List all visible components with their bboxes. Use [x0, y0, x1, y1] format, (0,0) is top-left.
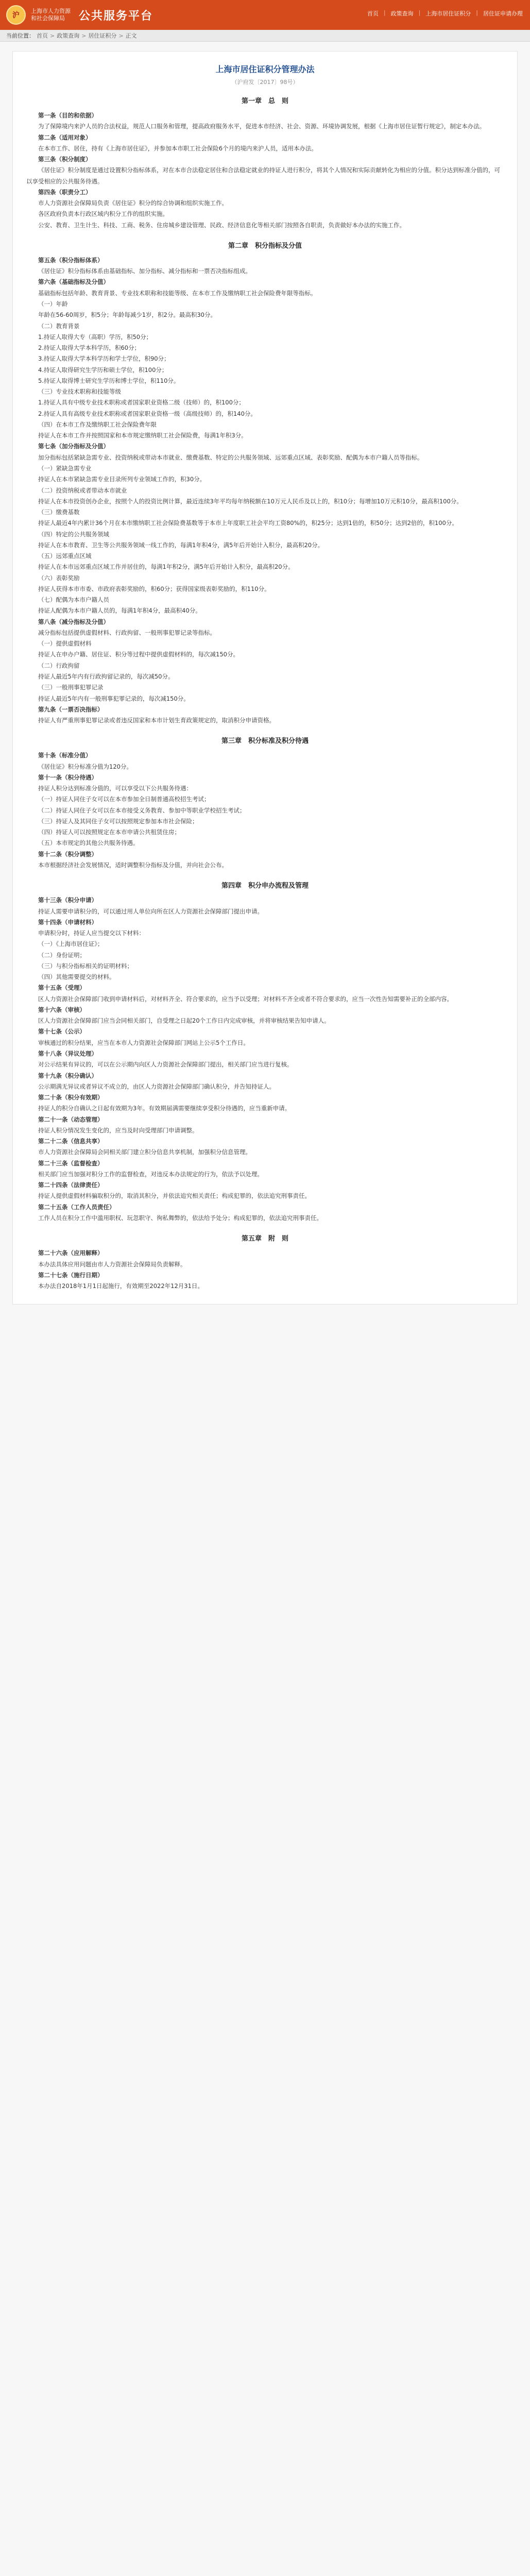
article-paragraph: 持证人最近5年内有行政拘留记录的，每次减50分。	[38, 673, 174, 681]
article-heading: 第十二条（积分调整）	[38, 850, 97, 858]
article-body	[12, 51, 518, 1304]
article-paragraph: 持证人最近4年内累计36个月在本市缴纳职工社会保险费基数等于本市上年度职工社会平均工资80%的，积25分；达到1倍的，积50分；达到2倍的，积100分。	[38, 519, 458, 527]
chapter-heading: 第四章 积分申办流程及管理	[221, 882, 309, 890]
article-paragraph: （七）配偶为本市户籍人员	[38, 596, 109, 604]
article-paragraph: 公示期满无异议或者异议不成立的，由区人力资源社会保障部门确认积分，并告知持证人。	[38, 1082, 275, 1090]
chapter-heading: 第一章 总 则	[241, 97, 288, 105]
article-heading: 第十三条（积分申请）	[38, 896, 97, 904]
article-paragraph: 公安、教育、卫生计生、科技、工商、税务、住房城乡建设管理、民政、经济信息化等相关部门按照各自职责，负责做好本办法的实施工作。	[38, 221, 405, 229]
portal-title: 公共服务平台	[79, 9, 153, 23]
article-heading: 第二条（适用对象）	[38, 133, 92, 141]
article-paragraph: 本办法具体应用问题由市人力资源社会保障局负责解释。	[38, 1260, 186, 1268]
article-paragraph: 持证人提供虚假材料骗取积分的，取消其积分，并依法追究相关责任；构成犯罪的，依法追究刑事责任。	[38, 1192, 311, 1200]
article-heading: 第二十三条（监督检查）	[38, 1159, 104, 1167]
breadcrumb-separator: >	[81, 32, 87, 39]
article-paragraph: 相关部门应当加强对积分工作的监督检查，对违反本办法规定的行为，依法予以处理。	[38, 1170, 263, 1178]
article-heading: 第三条（积分制度）	[38, 156, 92, 163]
article-heading: 第十七条（公示）	[38, 1028, 86, 1036]
nav-link-points[interactable]: 上海市居住证积分	[425, 10, 471, 17]
article-heading: 第十四条（申请材料）	[38, 918, 97, 926]
article-paragraph: （二）行政拘留	[38, 662, 80, 669]
page-title: 上海市居住证积分管理办法	[215, 64, 315, 74]
nav-link-home[interactable]: 首页	[367, 10, 379, 17]
article-heading: 第十八条（异议处理）	[38, 1049, 97, 1057]
article-heading: 第二十一条（动态管理）	[38, 1115, 104, 1123]
article-heading: 第十一条（积分待遇）	[38, 773, 97, 781]
article-paragraph: 加分指标包括紧缺急需专业、投资纳税或带动本市就业、缴费基数、特定的公共服务领域、远郊重点区域、表彰奖励、配偶为本市户籍人员等指标。	[38, 453, 423, 461]
article-paragraph: （一）《上海市居住证》；	[38, 940, 104, 948]
article-paragraph: （二）投资纳税或者带动本市就业	[38, 486, 127, 494]
nav-separator: |	[418, 9, 421, 16]
article-heading: 第二十七条（施行日期）	[38, 1271, 104, 1279]
header-nav	[367, 9, 523, 18]
article-paragraph: 对公示结果有异议的，可以在公示期内向区人力资源社会保障部门提出，相关部门应当进行复核。	[38, 1061, 293, 1069]
article-paragraph: 《居住证》积分制度是通过设置积分指标体系，对在本市合法稳定居住和合法稳定就业的持证人进行积分，将其个人情况和实际贡献转化为相应的分值。积分达到标准分值的，可以享受相应的公共服务待遇。	[26, 166, 500, 185]
article-paragraph: 持证人在本市远郊重点区域工作并居住的，每满1年积2分，满5年后开始计入积分，最高积20分。	[38, 563, 294, 571]
nav-link-policy[interactable]: 政策查询	[390, 10, 414, 17]
article-heading: 第五条（积分指标体系）	[38, 256, 104, 264]
article-paragraph: （二）身份证明；	[38, 951, 86, 959]
article-paragraph: （三）专业技术职称和技能等级	[38, 388, 121, 396]
article-paragraph: （四）特定的公共服务领域	[38, 530, 109, 538]
article-paragraph: （二）教育背景	[38, 322, 80, 330]
article-paragraph: 持证人在申办户籍、居住证、积分等过程中提供虚假材料的，每次减150分。	[38, 651, 239, 658]
article-paragraph: 《居住证》积分指标体系由基础指标、加分指标、减分指标和一票否决指标组成。	[38, 267, 251, 275]
article-paragraph: （二）持证人同住子女可以在本市接受义务教育、参加中等职业学校招生考试；	[38, 806, 246, 814]
article-paragraph: 工作人员在积分工作中滥用职权、玩忽职守、徇私舞弊的，依法给予处分；构成犯罪的，依法追究刑事责任。	[38, 1214, 322, 1222]
article-heading: 第六条（基础指标及分值）	[38, 278, 109, 286]
breadcrumb-home[interactable]: 首页	[37, 32, 48, 39]
chapter-heading: 第三章 积分标准及积分待遇	[221, 737, 309, 745]
article-paragraph: 持证人配偶为本市户籍人员的，每满1年积4分，最高积40分。	[38, 607, 201, 615]
org-name-line-2: 和社会保障局	[31, 15, 65, 22]
article-paragraph: 本市根据经济社会发展情况，适时调整积分指标及分值，并向社会公布。	[38, 861, 228, 869]
article-paragraph: 为了保障境内来沪人员的合法权益，规范人口服务和管理，提高政府服务水平，促进本市经济、社会、资源、环境协调发展，根据《上海市居住证暂行规定》，制定本办法。	[38, 123, 486, 130]
article-paragraph: 持证人积分情况发生变化的，应当及时向受理部门申请调整。	[38, 1126, 198, 1134]
article-paragraph: 市人力资源社会保障局会同相关部门建立积分信息共享机制，加强积分信息管理。	[38, 1148, 251, 1156]
nav-link-residence[interactable]: 居住证申请办理	[483, 10, 523, 17]
article-heading: 第十条（标准分值）	[38, 752, 92, 759]
article-paragraph: （三）持证人及其同住子女可以按照规定参加本市社会保险；	[38, 817, 198, 825]
chapter-heading: 第二章 积分指标及分值	[228, 242, 302, 250]
article-paragraph: 持证人在本市紧缺急需专业目录所列专业领域工作的，积30分。	[38, 476, 206, 483]
article-paragraph: 2.持证人取得大学本科学历，积60分；	[38, 344, 141, 352]
breadcrumb	[0, 30, 530, 42]
article-paragraph: 4.持证人取得研究生学历和硕士学位，积100分；	[38, 366, 168, 374]
article-paragraph: 1.持证人具有中级专业技术职称或者国家职业资格二级（技师）的，积100分；	[38, 399, 245, 406]
document-number: （沪府发〔2017〕98号）	[231, 79, 299, 86]
article-paragraph: 持证人在本市投资创办企业，按照个人的投资比例计算，最近连续3年平均每年纳税额在10万元人民币及以上的，积10分；每增加10万元积10分，最高积100分。	[38, 497, 463, 505]
article-paragraph: 区人力资源社会保障部门收到申请材料后，对材料齐全、符合要求的，应当予以受理；对材料不齐全或者不符合要求的，应当一次性告知需要补正的全部内容。	[38, 995, 453, 1003]
article-heading: 第九条（一票否决指标）	[38, 705, 104, 713]
article-paragraph: 1.持证人取得大专（高职）学历，积50分；	[38, 333, 152, 341]
article-paragraph: （四）其他需要提交的材料。	[38, 973, 115, 981]
article-paragraph: 持证人积分达到标准分值的，可以享受以下公共服务待遇：	[38, 785, 192, 792]
article-heading: 第二十四条（法律责任）	[38, 1181, 104, 1189]
breadcrumb-label: 当前位置：	[6, 32, 35, 39]
org-name-line-1: 上海市人力资源	[31, 8, 71, 14]
article-paragraph: 持证人需要申请积分的，可以通过用人单位向所在区人力资源社会保障部门提出申请。	[38, 907, 263, 915]
article-paragraph: 持证人在本市教育、卫生等公共服务领域一线工作的，每满1年积4分，满5年后开始计入积分，最高积20分。	[38, 541, 324, 549]
article-heading: 第十六条（审核）	[38, 1006, 86, 1013]
article-paragraph: 在本市工作、居住，持有《上海市居住证》，并参加本市职工社会保险6个月的境内来沪人员，适用本办法。	[38, 144, 318, 152]
article-paragraph: 申请积分时，持证人应当提交以下材料：	[38, 929, 145, 937]
article-heading: 第十五条（受理）	[38, 984, 86, 992]
article-paragraph: 3.持证人取得大学本科学历和学士学位，积90分；	[38, 355, 170, 363]
article-paragraph: 区人力资源社会保障部门应当会同相关部门，自受理之日起20个工作日内完成审核，并将审核结果告知申请人。	[38, 1017, 330, 1025]
site-header	[0, 0, 530, 30]
article-paragraph: （一）持证人同住子女可以在本市参加全日制普通高校招生考试；	[38, 795, 210, 803]
article-paragraph: （五）本市规定的其他公共服务待遇。	[38, 839, 139, 847]
article-paragraph: （一）紧缺急需专业	[38, 464, 92, 472]
article-paragraph: （三）缴费基数	[38, 509, 80, 516]
article-heading: 第八条（减分指标及分值）	[38, 618, 109, 625]
article-paragraph: 持证人有严重刑事犯罪记录或者违反国家和本市计划生育政策规定的，取消积分申请资格。	[38, 717, 275, 724]
article-paragraph: 5.持证人取得博士研究生学历和博士学位，积110分。	[38, 377, 180, 384]
article-heading: 第二十二条（信息共享）	[38, 1138, 104, 1145]
breadcrumb-separator: >	[118, 32, 124, 39]
breadcrumb-policy[interactable]: 政策查询	[57, 32, 80, 39]
breadcrumb-current: 正文	[125, 32, 137, 39]
article-heading: 第二十五条（工作人员责任）	[38, 1203, 115, 1211]
article-paragraph: （四）持证人可以按照规定在本市申请公共租赁住房；	[38, 828, 180, 836]
article-paragraph: （三）一般刑事犯罪记录	[38, 684, 104, 691]
article-heading: 第四条（职责分工）	[38, 188, 92, 196]
breadcrumb-separator: >	[50, 32, 55, 39]
article-paragraph: 持证人的积分自确认之日起有效期为3年。有效期届满需要继续享受积分待遇的，应当重新申请。	[38, 1105, 291, 1112]
article-paragraph: （一）提供虚假材料	[38, 640, 92, 648]
article-heading: 第二十六条（应用解释）	[38, 1249, 104, 1257]
article-paragraph: 持证人最近5年内有一般刑事犯罪记录的，每次减150分。	[38, 694, 190, 702]
article-paragraph: 各区政府负责本行政区域内积分工作的组织实施。	[38, 210, 168, 218]
chapter-heading: 第五章 附 则	[241, 1235, 288, 1243]
article-heading: 第十九条（积分确认）	[38, 1072, 97, 1079]
article-paragraph: 2.持证人具有高级专业技术职称或者国家职业资格一级（高级技师）的，积140分。	[38, 410, 257, 417]
chapters-container	[26, 95, 504, 1292]
article-paragraph: 持证人获得本市市委、市政府表彰奖励的，积60分；获得国家级表彰奖励的，积110分。	[38, 585, 270, 592]
emblem-icon: 沪	[6, 5, 26, 25]
article-heading: 第二十条（积分有效期）	[38, 1094, 104, 1101]
nav-separator: |	[383, 9, 386, 16]
article-paragraph: （一）年龄	[38, 300, 68, 308]
article-paragraph: 基础指标包括年龄、教育背景、专业技术职称和技能等级、在本市工作及缴纳职工社会保险费年限等指标。	[38, 289, 317, 297]
article-paragraph: 《居住证》积分标准分值为120分。	[38, 762, 132, 770]
article-paragraph: 减分指标包括提供虚假材料、行政拘留、一般刑事犯罪记录等指标。	[38, 629, 216, 636]
breadcrumb-points[interactable]: 居住证积分	[88, 32, 117, 39]
article-paragraph: （四）在本市工作及缴纳职工社会保险费年限	[38, 420, 157, 428]
article-paragraph: （三）与积分指标相关的证明材料；	[38, 962, 133, 970]
article-paragraph: （五）远郊重点区域	[38, 552, 92, 560]
article-paragraph: 持证人在本市工作并按照国家和本市规定缴纳职工社会保险费，每满1年积3分。	[38, 432, 247, 439]
article-paragraph: 市人力资源社会保障局负责《居住证》积分的综合协调和组织实施工作。	[38, 199, 228, 207]
article-paragraph: 审核通过的积分结果，应当在本市人力资源社会保障部门网站上公示5个工作日。	[38, 1039, 249, 1046]
article-heading: 第一条（目的和依据）	[38, 112, 97, 119]
article-heading: 第七条（加分指标及分值）	[38, 443, 109, 450]
article-paragraph: （六）表彰奖励	[38, 574, 80, 582]
org-name	[31, 8, 71, 22]
article-paragraph: 年龄在56-60周岁，积5分；年龄每减少1岁，积2分。最高积30分。	[38, 311, 216, 319]
article-paragraph: 本办法自2018年1月1日起施行，有效期至2022年12月31日。	[38, 1282, 203, 1290]
nav-separator: |	[476, 9, 478, 16]
